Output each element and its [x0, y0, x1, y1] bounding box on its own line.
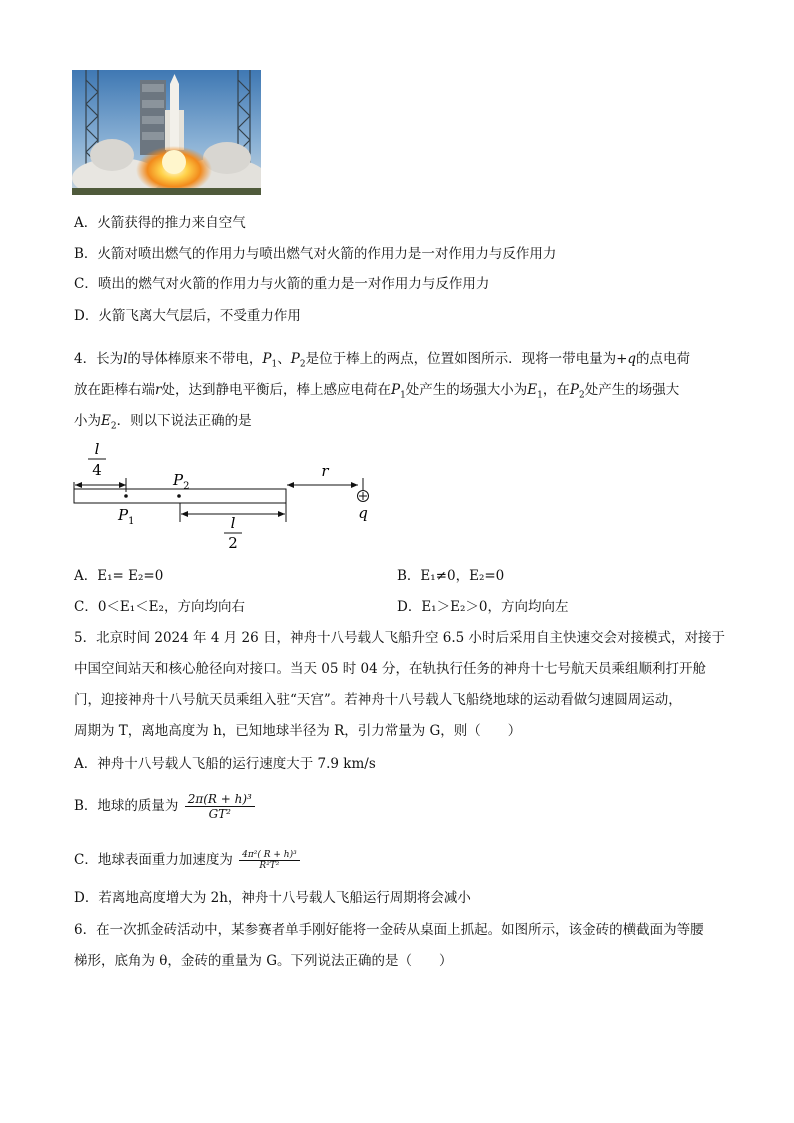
q4-stem-line-2: 放在距棒右端r处，达到静电平衡后，棒上感应电荷在$P_1$处产生的场强大小为$E_1$，在$P_2$处产生的场强大: [74, 382, 680, 401]
label-p1: $P_1$: [118, 506, 135, 527]
q5-option-d: D．若离地高度增大为 2h，神舟十八号载人飞船运行周期将会减小: [74, 890, 471, 906]
q3-option-d: D．火箭飞离大气层后，不受重力作用: [74, 308, 301, 324]
q5-stem-line-2: 中国空间站天和核心舱径向对接口。当天 05 时 04 分，在轨执行任务的神舟十七号航天员乘组顺利打开舱: [74, 661, 707, 677]
q5-stem-line-1: 5．北京时间 2024 年 4 月 26 日，神舟十八号载人飞船升空 6.5 小时后采用自主快速交会对接模式，对接于: [74, 630, 726, 646]
q4-option-a: A．E₁= E₂=0: [74, 568, 164, 584]
q5-stem-line-3: 门，迎接神舟十八号航天员乘组入驻“天宫”。若神舟十八号载人飞船绕地球的运动看做匀速圆周运动，: [74, 692, 682, 708]
q5-stem-line-4: 周期为 T，离地高度为 h，已知地球半径为 R，引力常量为 G，则（ ）: [74, 723, 522, 739]
label-p2: $P_2$: [173, 471, 190, 492]
q5-option-c: C．地球表面重力加速度为 $\frac{\text{4π²( R + h)³}}{\text{R²T²}}$: [74, 845, 302, 875]
q4-option-d: D．E₁＞E₂＞0，方向均向左: [397, 599, 569, 615]
mass-formula: $\frac{\text{2π(R + h)³}}{\text{GT²}}$: [185, 792, 255, 821]
q3-option-a: A．火箭获得的推力来自空气: [74, 215, 246, 231]
label-l-quarter-numerator: l: [94, 440, 100, 458]
gravity-acceleration-formula: $\frac{\text{4π²( R + h)³}}{\text{R²T²}}$: [239, 850, 300, 871]
label-l-half-denominator: 2: [228, 534, 238, 552]
q3-option-c: C．喷出的燃气对火箭的作用力与火箭的重力是一对作用力与反作用力: [74, 276, 490, 292]
label-l-half-numerator: l: [230, 514, 236, 532]
point-p2: [177, 494, 181, 498]
rocket-launch-photo: [72, 70, 261, 195]
point-p1: [124, 494, 128, 498]
q3-option-b: B．火箭对喷出燃气的作用力与喷出燃气对火箭的作用力是一对作用力与反作用力: [74, 246, 557, 262]
label-q: q: [358, 504, 368, 522]
label-l-quarter-denominator: 4: [92, 461, 102, 479]
label-r: r: [321, 462, 329, 480]
q4-option-b: B．E₁≠0，E₂=0: [397, 568, 505, 584]
conductor-rod-diagram: [66, 440, 376, 552]
q4-stem-line-3: 小为$E_2$．则以下说法正确的是: [74, 413, 252, 432]
q4-option-c: C．0＜E₁＜E₂，方向均向右: [74, 599, 245, 615]
q5-option-a: A．神舟十八号载人飞船的运行速度大于 7.9 km/s: [74, 756, 376, 772]
q4-stem-line-1: 4．长为l的导体棒原来不带电，$P_1$、$P_2$是位于棒上的两点，位置如图所示．现将一带电量为+q的点电荷: [74, 351, 691, 370]
q6-stem-line-1: 6．在一次抓金砖活动中，某参赛者单手刚好能将一金砖从桌面上抓起。如图所示，该金砖的横截面为等腰: [74, 922, 704, 938]
q5-option-b: B．地球的质量为 $\frac{\text{2π(R + h)³}}{\text{GT²}}$: [74, 788, 257, 824]
q6-stem-line-2: 梯形，底角为 θ，金砖的重量为 G。下列说法正确的是（ ）: [74, 953, 453, 969]
